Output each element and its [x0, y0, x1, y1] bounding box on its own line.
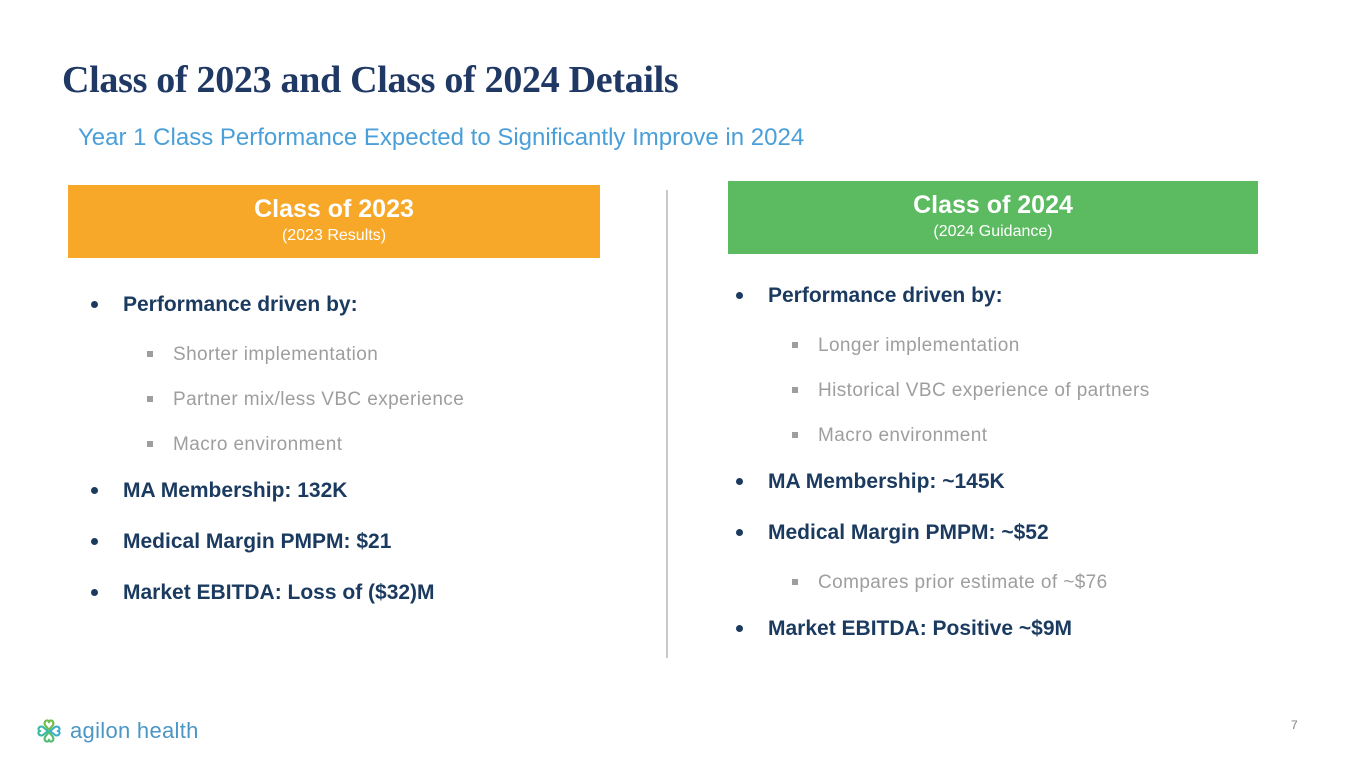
class-2024-bullet-list [728, 283, 1288, 667]
page-title: Class of 2023 and Class of 2024 Details [62, 59, 679, 101]
class-2023-header-subtitle: (2023 Results) [281, 227, 387, 244]
list-item: Performance driven by: [728, 283, 1288, 308]
list-item: MA Membership: ~145K [728, 469, 1288, 494]
list-item: Macro environment [728, 424, 1288, 447]
list-item: Macro environment [83, 433, 623, 456]
list-item: Market EBITDA: Loss of ($32)M [83, 580, 623, 605]
class-2024-header [728, 181, 1258, 254]
list-item: Historical VBC experience of partners [728, 379, 1288, 402]
class-2024-header-title: Class of 2024 [913, 191, 1073, 219]
class-2024-header-subtitle: (2024 Guidance) [933, 223, 1053, 240]
column-divider [666, 190, 668, 658]
list-item: Partner mix/less VBC experience [83, 388, 623, 411]
class-2023-header-title: Class of 2023 [254, 195, 414, 223]
class-2023-header [68, 185, 600, 258]
list-item: Compares prior estimate of ~$76 [728, 571, 1288, 594]
agilon-clover-icon [34, 716, 64, 746]
list-item: Market EBITDA: Positive ~$9M [728, 616, 1288, 641]
list-item: Medical Margin PMPM: $21 [83, 529, 623, 554]
list-item: Longer implementation [728, 334, 1288, 357]
page-number: 7 [1291, 718, 1298, 732]
agilon-health-logo [34, 716, 199, 746]
list-item: Medical Margin PMPM: ~$52 [728, 520, 1288, 545]
list-item: MA Membership: 132K [83, 478, 623, 503]
slide-subtitle: Year 1 Class Performance Expected to Significantly Improve in 2024 [78, 124, 805, 151]
list-item: Shorter implementation [83, 343, 623, 366]
agilon-logo-text: agilon health [70, 718, 199, 743]
class-2023-bullet-list [83, 292, 623, 631]
list-item: Performance driven by: [83, 292, 623, 317]
